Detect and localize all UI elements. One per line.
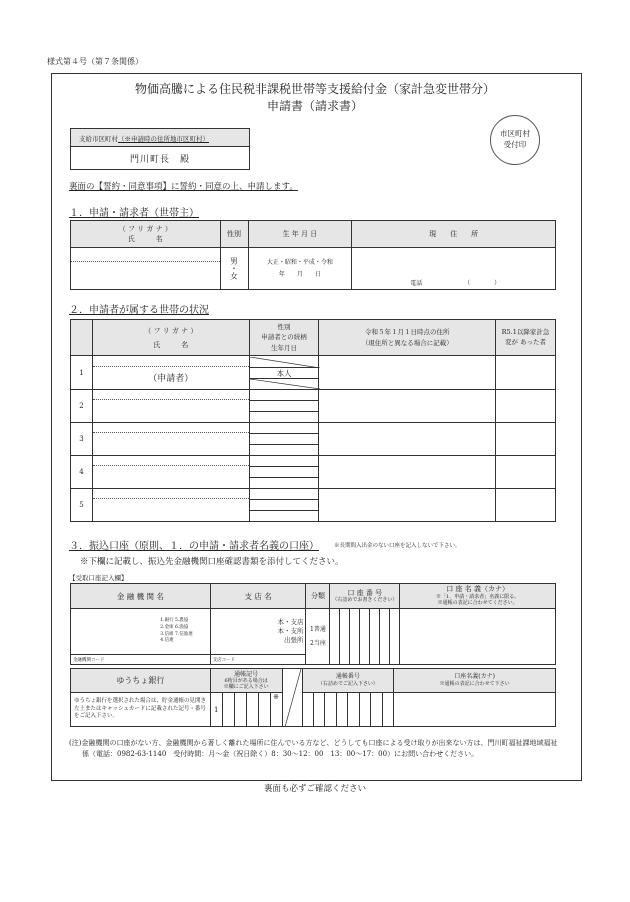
- yucho-header: ゆうちょ銀行: [71, 669, 211, 693]
- hh-relation-slot: 本人: [250, 368, 319, 379]
- yucho-table: [70, 668, 556, 727]
- hh-address-cell[interactable]: [319, 456, 496, 489]
- hh-address-cell[interactable]: [319, 423, 496, 456]
- yucho-holder-note: ※通帳の表記に合わせて下さい: [439, 681, 510, 688]
- furigana-input-line[interactable]: [71, 248, 220, 262]
- phone-paren: （ ）: [464, 280, 501, 287]
- bank-instruction: ※下欄に記載し、振込先金融機関口座確認書類を添付してください。: [80, 557, 344, 567]
- furigana-input-line[interactable]: [93, 390, 249, 400]
- section1-heading: １．申請・請求者（世帯主）: [69, 208, 199, 219]
- applicant-table: [70, 220, 556, 290]
- hh-gender-cell[interactable]: [249, 489, 319, 522]
- number-header: [302, 669, 394, 693]
- hh-change-cell[interactable]: [496, 423, 556, 456]
- bank-name-input[interactable]: [71, 609, 161, 655]
- table-row: [71, 423, 556, 456]
- account-number-header: [330, 584, 400, 609]
- applicant-name-cell[interactable]: [71, 248, 221, 290]
- branch-name-input[interactable]: [210, 609, 270, 655]
- hh-name-cell[interactable]: [92, 356, 249, 390]
- asterisk-mark: ※: [273, 693, 279, 701]
- section2-heading: ２．申請者が属する世帯の状況: [69, 305, 209, 316]
- number-digit-box[interactable]: [336, 693, 347, 727]
- number-digit-box[interactable]: [371, 693, 382, 727]
- recipient-label-text: 支給市区町村: [79, 135, 118, 143]
- hh-relation-label: 申請者との続柄: [261, 333, 307, 342]
- recipient-label: [71, 129, 249, 147]
- table-row: [71, 489, 556, 522]
- row-number: 1: [71, 356, 93, 390]
- bank-name-header: 金 融 機 関 名: [71, 584, 211, 609]
- hh-gender-cell[interactable]: [249, 423, 319, 456]
- furigana-label: （ フ リ ガ ナ ）: [118, 225, 172, 233]
- dob-header: 生 年 月 日: [248, 221, 352, 248]
- branch-type-options: 本・支店 本・支所 出張所: [270, 609, 306, 655]
- applicant-marker: （申請者）: [148, 374, 194, 384]
- address-header: 現 住 所: [352, 221, 556, 248]
- row-number: 2: [71, 390, 93, 423]
- number-digit-box[interactable]: [313, 693, 324, 727]
- furigana-input-line[interactable]: [93, 489, 249, 499]
- hh-address-cell[interactable]: [319, 390, 496, 423]
- table-row: [71, 356, 556, 390]
- table-row: [71, 456, 556, 489]
- branch-code-label: 支店コード: [212, 657, 236, 663]
- section3-heading-note: ※長期間入出金のない口座を記入しないで下さい。: [334, 543, 461, 549]
- account-number-label: 口 座 番 号: [347, 588, 383, 597]
- branch-name-header: 支 店 名: [210, 584, 306, 609]
- form-number: 様式第４号（第７条関係）: [47, 57, 143, 66]
- number-label: 通帳番号: [335, 672, 360, 680]
- holder-note1: ※「1．申請・請求者」名義に限る。: [436, 594, 520, 601]
- hh-address-header: [319, 320, 496, 356]
- number-digit-box[interactable]: [359, 693, 370, 727]
- dob-cell[interactable]: [248, 248, 352, 290]
- furigana-input-line[interactable]: [93, 456, 249, 466]
- hh-address-label: 令和５年１月１日時点の住所: [365, 328, 450, 337]
- bank-type-options: 1.銀行 5.農協 2.金庫 6.漁協 3.信組 7.信漁連 4.信連: [160, 609, 210, 655]
- account-digit-box[interactable]: [330, 609, 340, 665]
- number-note: （右詰めでご記入下さい）: [317, 681, 378, 688]
- reception-stamp-circle: [490, 115, 540, 165]
- hh-dob-slot[interactable]: [250, 379, 319, 389]
- symbol-note1: 6桁目がある場合は: [224, 678, 268, 684]
- hh-change-cell[interactable]: [496, 356, 556, 390]
- hh-name-label: 氏 名: [153, 340, 189, 349]
- row-no-header: [71, 320, 93, 356]
- strike-line: [250, 357, 320, 368]
- hh-gender-cell[interactable]: [249, 390, 319, 423]
- number-digit-box[interactable]: [382, 693, 393, 727]
- hh-name-header: [92, 320, 249, 356]
- bank-footnote: (注)金融機関の口座がない方、金融機関から著しく離れた場所に住んでいる方など、どうしても口座による受け取りが出来ない方は、門川町福祉課地域福祉係（電話：0982-63-1140 受付時間：月～金（祝日除く）8：30～12：00 13：00～17：00）にお問い合わせください。: [69, 739, 558, 758]
- furigana-input-line[interactable]: [93, 357, 249, 367]
- holder-header: [400, 584, 556, 609]
- number-digit-box[interactable]: [302, 693, 313, 727]
- row-number: 5: [71, 489, 93, 522]
- hh-name-cell[interactable]: [92, 390, 249, 423]
- symbol-sixth-digit[interactable]: [270, 693, 282, 727]
- phone-label: 電話: [410, 280, 423, 287]
- hh-change-cell[interactable]: [496, 390, 556, 423]
- dob-ymd: 年 月 日: [278, 270, 321, 278]
- form-subtitle: 申請書（請求書）: [266, 99, 363, 113]
- number-digit-box[interactable]: [348, 693, 359, 727]
- gender-header: 性別: [220, 221, 248, 248]
- address-cell[interactable]: [352, 248, 556, 290]
- row-number: 4: [71, 456, 93, 489]
- hh-gender-label: 性別: [277, 322, 291, 331]
- agreement-text: 裏面の【誓約・同意事項】に誓約・同意の上、申請します。: [69, 182, 298, 192]
- yucho-holder-input[interactable]: [394, 693, 556, 727]
- branch-code-cell[interactable]: [210, 655, 306, 665]
- hh-change-cell[interactable]: [496, 456, 556, 489]
- account-digit-box[interactable]: [340, 609, 350, 665]
- recipient-label-note: （※申請時の住所地市区町村）: [118, 135, 209, 143]
- separator-slash: [283, 669, 303, 727]
- recipient-name: 門川町長 殿: [129, 155, 190, 165]
- recipient-box: [70, 128, 250, 170]
- symbol-digit-box[interactable]: [234, 693, 246, 727]
- bank-entry-label: 【受取口座記入欄】: [69, 574, 128, 582]
- footer-note: 裏面も必ずご確認ください: [263, 784, 366, 794]
- hh-address-note: （現住所と異なる場合に記載）: [361, 338, 453, 347]
- table-row: [71, 390, 556, 423]
- symbol-digit-box[interactable]: [246, 693, 258, 727]
- hh-change-cell[interactable]: [496, 489, 556, 522]
- yucho-holder-label: 口座名義(カナ): [454, 672, 495, 680]
- symbol-digit-box[interactable]: [258, 693, 270, 727]
- row-number: 3: [71, 423, 93, 456]
- account-number-note: （右詰めでお書きください）: [332, 597, 398, 604]
- era-options: 大正・昭和・平成・令和: [266, 258, 333, 266]
- category-header: 分類: [306, 584, 330, 609]
- hh-gender-cell[interactable]: [249, 456, 319, 489]
- bank-code-cell[interactable]: [71, 655, 211, 665]
- bank-account-table: [70, 583, 556, 665]
- name-input-area[interactable]: [71, 262, 220, 289]
- account-digit-box[interactable]: [370, 609, 380, 665]
- section3-heading: [69, 537, 319, 552]
- stamp-line1: 市区町村: [500, 129, 530, 138]
- account-digit-box[interactable]: [380, 609, 390, 665]
- strike-line: [250, 379, 320, 389]
- hh-name-cell[interactable]: [92, 456, 249, 489]
- name-label: 氏 名: [127, 235, 163, 243]
- stamp-line2: 受付印: [503, 140, 527, 150]
- account-digit-box[interactable]: [350, 609, 360, 665]
- section3-heading-text: ３．振込口座（原則、１．の申請・請求者名義の口座）: [69, 541, 319, 552]
- hh-furigana-label: （ フ リ ガ ナ ）: [144, 326, 198, 335]
- hh-gender-cell[interactable]: [249, 356, 319, 390]
- hh-change-header: R5.1以降家計急変が あった者: [496, 320, 556, 356]
- yucho-holder-header: [394, 669, 556, 693]
- hh-name-cell[interactable]: [92, 423, 249, 456]
- form-title: 物価高騰による住民税非課税世帯等支援給付金（家計急変世帯分）: [134, 82, 495, 96]
- account-digit-box[interactable]: [390, 609, 400, 665]
- holder-input[interactable]: [400, 609, 556, 665]
- hh-address-cell[interactable]: [319, 356, 496, 390]
- account-digit-box[interactable]: [360, 609, 370, 665]
- symbol-note2: ※欄にご記入下さい: [223, 684, 269, 691]
- separator-cell: [282, 669, 302, 727]
- hh-address-cell[interactable]: [319, 489, 496, 522]
- category-options[interactable]: 1普通 2当座: [306, 609, 330, 665]
- hh-name-cell[interactable]: [92, 489, 249, 522]
- gender-options[interactable]: 男・女: [220, 248, 248, 290]
- symbol-digit-box[interactable]: [222, 693, 234, 727]
- symbol-label: 通帳記号: [234, 670, 259, 678]
- yucho-description: ゆうちょ銀行を選択された場合は、貯金通帳の見開き左上またはキャッシュカードに記載された記号・番号をご記入下さい。: [71, 693, 211, 727]
- hh-gender-header: [249, 320, 319, 356]
- bank-code-label: 金融機関コード: [73, 657, 105, 663]
- furigana-header: [71, 221, 221, 248]
- hh-dob-label: 生年月日: [271, 343, 298, 352]
- symbol-prefix: 1: [210, 693, 222, 727]
- holder-label: 口 座 名 義（カナ）: [446, 585, 509, 594]
- number-digit-box[interactable]: [325, 693, 336, 727]
- household-table: [70, 319, 556, 522]
- holder-note2: ※通帳の表記に合わせてください。: [437, 600, 518, 607]
- furigana-input-line[interactable]: [93, 423, 249, 433]
- hh-gender-slot[interactable]: [250, 357, 319, 368]
- symbol-header: [210, 669, 282, 693]
